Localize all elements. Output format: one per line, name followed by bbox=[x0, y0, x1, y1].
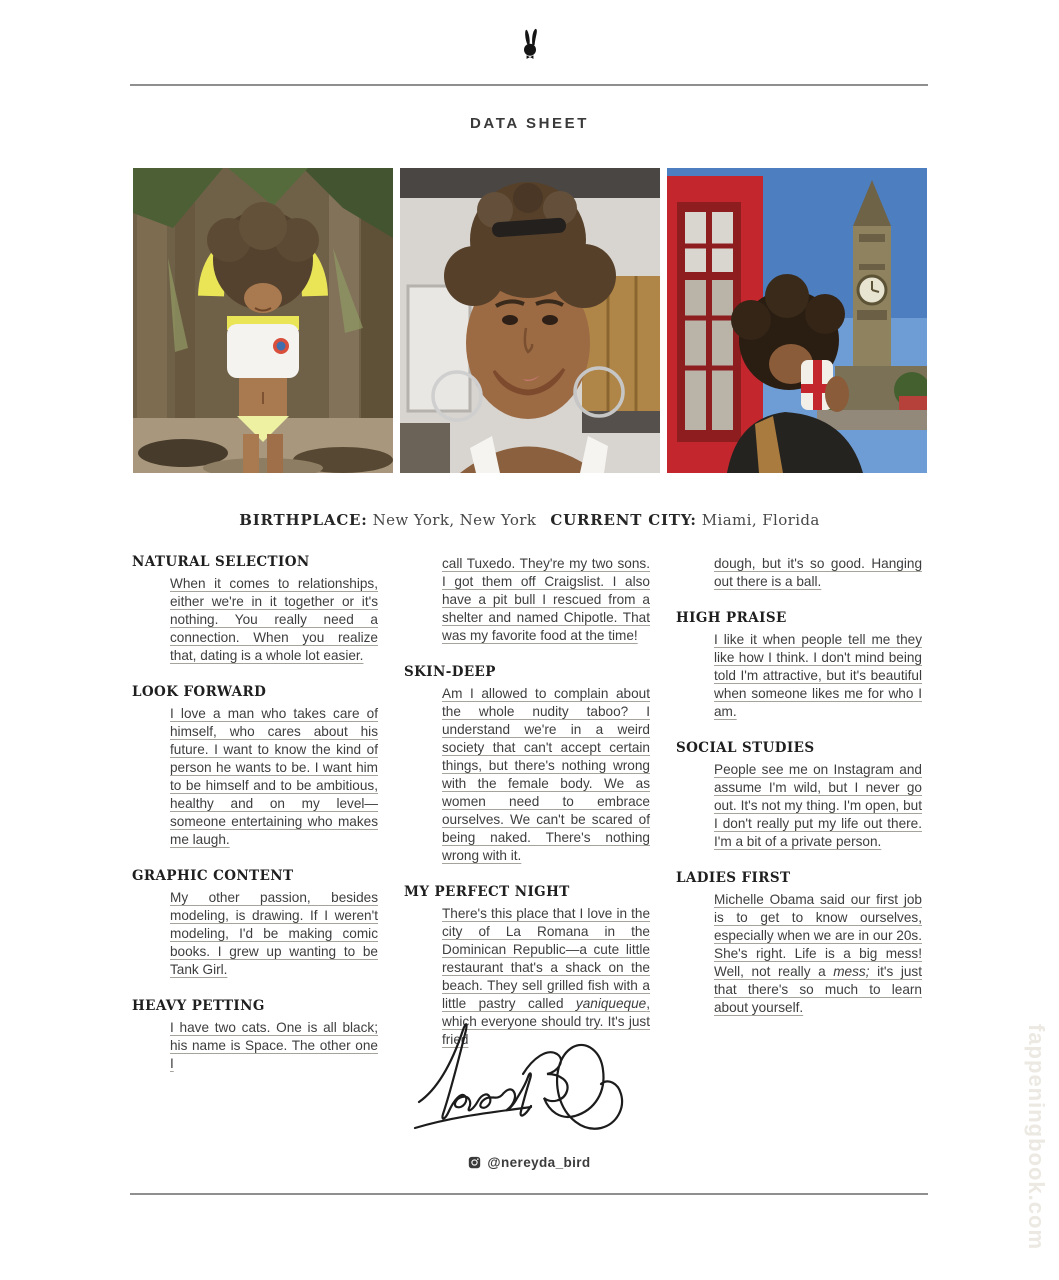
birthplace-value: New York, New York bbox=[372, 511, 537, 529]
section-header-skin-deep: SKIN-DEEP bbox=[404, 664, 496, 680]
section-header-my-perfect-night: MY PERFECT NIGHT bbox=[404, 884, 570, 900]
photo-london bbox=[667, 168, 927, 473]
section-body-look-forward: I love a man who takes care of himself, who cares about his future. I want to know the kind of person he wants to be. I want him to be himself and to be ambitious, healthy and on my level—someone entertaining who makes me laugh. bbox=[170, 706, 378, 847]
section-body-heavy-petting: I have two cats. One is all black; his name is Space. The other one I bbox=[170, 1020, 378, 1071]
section-header-ladies-first: LADIES FIRST bbox=[676, 870, 791, 886]
section-body-skin-deep: Am I allowed to complain about the whole nudity taboo? I understand we're in a weird society that can't accept certain things, but there's nothing wrong with the female body. We as women need to embrace ourselves. We can't be scared of being naked. There's nothing wrong with it. bbox=[442, 686, 650, 863]
section-body-heavy-petting-continued: call Tuxedo. They're my two sons. I got them off Craigslist. I also have a pit bull I rescued from a shelter and named Chipotle. That was my favorite food at the time! bbox=[442, 556, 650, 643]
section-body-my-perfect-night: There's this place that I love in the city of La Romana in the Dominican Republic—a cute little restaurant that's a shack on the beach. They sell grilled fish with a little pastry called yaniqueque, which everyone should try. It's just fried bbox=[442, 906, 650, 1047]
site-watermark: fappeningbook.com bbox=[1024, 1024, 1049, 1250]
current-city-value: Miami, Florida bbox=[701, 511, 820, 529]
playboy-bunny-icon bbox=[519, 28, 540, 65]
instagram-handle: @nereyda_bird bbox=[487, 1155, 591, 1170]
section-header-social-studies: SOCIAL STUDIES bbox=[676, 740, 815, 756]
current-city-label: CURRENT CITY: bbox=[550, 511, 697, 529]
section-body-graphic-content: My other passion, besides modeling, is drawing. If I weren't modeling, I'd be making comic books. I grew up wanting to be Tank Girl. bbox=[170, 890, 378, 977]
birthplace-label: BIRTHPLACE: bbox=[239, 511, 368, 529]
instagram-icon bbox=[468, 1156, 481, 1169]
section-body-ladies-first: Michelle Obama said our first job is to get to know ourselves, especially when we are in our 20s. She's right. Life is a big mess! Well, not really a mess; it's just that there's so much to learn about yourself. bbox=[714, 892, 923, 1015]
instagram-handle-row bbox=[0, 1155, 1059, 1170]
section-body-social-studies: People see me on Instagram and assume I'm wild, but I never go out. It's not my thing. I'm open, but I don't really put my life out there. I'm a bit of a private person. bbox=[714, 762, 922, 849]
section-header-natural-selection: NATURAL SELECTION bbox=[132, 554, 310, 570]
page-title: DATA SHEET bbox=[469, 115, 590, 132]
top-divider bbox=[130, 84, 928, 86]
photo-selfie bbox=[400, 168, 660, 473]
section-body-my-perfect-night-continued: dough, but it's so good. Hanging out there is a ball. bbox=[714, 556, 922, 589]
section-body-high-praise: I like it when people tell me they like how I think. I don't mind being told I'm attractive, but it's beautiful when someone likes me for who I am. bbox=[714, 632, 922, 719]
bottom-divider bbox=[130, 1193, 928, 1195]
data-sheet-columns bbox=[132, 555, 922, 1073]
column-3 bbox=[676, 555, 922, 1073]
photo-strip bbox=[133, 168, 928, 473]
section-header-high-praise: HIGH PRAISE bbox=[676, 610, 787, 626]
profile-meta-line bbox=[0, 511, 1059, 529]
photo-tropical bbox=[133, 168, 393, 473]
section-body-natural-selection: When it comes to relationships, either we're in it together or it's nothing. You really need a connection. When you realize that, dating is a whole lot easier. bbox=[170, 576, 378, 663]
model-signature bbox=[405, 1010, 655, 1155]
section-header-graphic-content: GRAPHIC CONTENT bbox=[132, 868, 294, 884]
column-1 bbox=[132, 555, 378, 1073]
section-header-look-forward: LOOK FORWARD bbox=[132, 684, 267, 700]
column-2 bbox=[404, 555, 650, 1073]
section-header-heavy-petting: HEAVY PETTING bbox=[132, 998, 265, 1014]
